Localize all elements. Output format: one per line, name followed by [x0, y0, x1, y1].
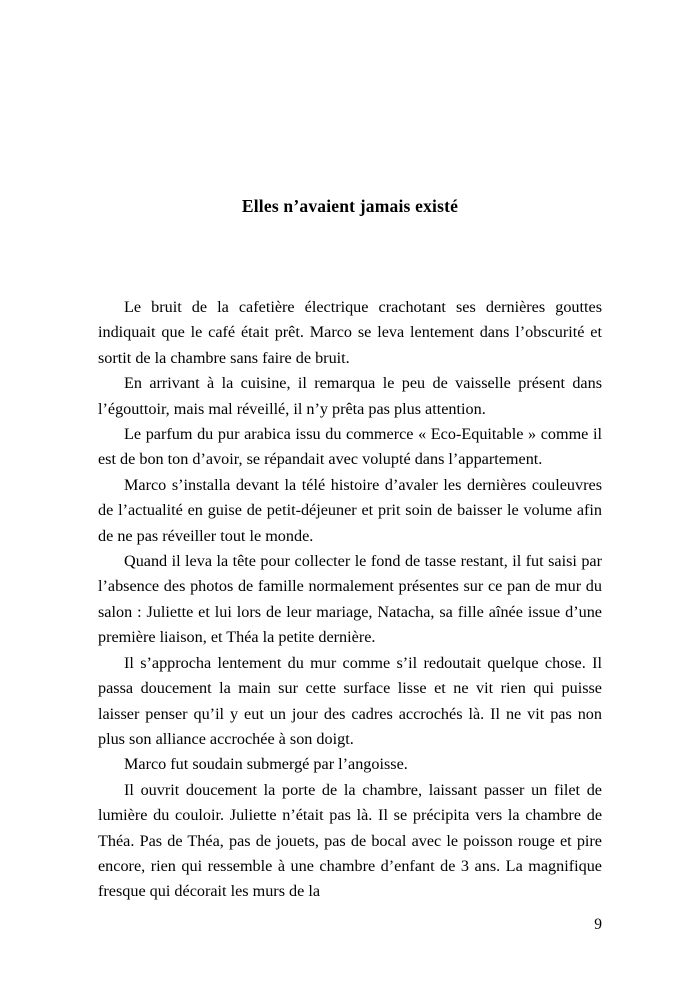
paragraph: Quand il leva la tête pour collecter le fond de tasse restant, il fut saisi par l’absence des photos de famille normalement présentes sur ce pan de mur du salon : Juliette et lui lors de leur mariage, Natacha, sa fille aînée issue d’une première liaison, et Théa la petite dernière.: [98, 552, 602, 647]
paragraph: Il ouvrit doucement la porte de la chambre, laissant passer un filet de lumière du couloir. Juliette n’était pas là. Il se précipita vers la chambre de Théa. Pas de Théa, pas de jouets, pas de bocal avec le poisson rouge et pire encore, rien qui ressemble à une chambre d’enfant de 3 ans. La magnifique fresque qui décorait les murs de la: [98, 780, 602, 901]
paragraph: Marco s’installa devant la télé histoire d’avaler les dernières couleuvres de l’actualité en guise de petit-déjeuner et prit soin de baisser le volume afin de ne pas réveiller tout le monde.: [98, 475, 602, 545]
paragraph: En arrivant à la cuisine, il remarqua le peu de vaisselle présent dans l’égouttoir, mais mal réveillé, il n’y prêta pas plus attention.: [98, 374, 602, 418]
body-text: [98, 295, 602, 905]
paragraph: Le bruit de la cafetière électrique crachotant ses dernières gouttes indiquait que le café était prêt. Marco se leva lentement dans l’obscurité et sortit de la chambre sans faire de bruit.: [98, 298, 602, 367]
paragraph: Il s’approcha lentement du mur comme s’il redoutait quelque chose. Il passa doucement la main sur cette surface lisse et ne vit rien qui puisse laisser penser qu’il y eut un jour des cadres accrochés là. Il ne vit pas non plus son alliance accrochée à son doigt.: [98, 653, 602, 748]
page-number: 9: [594, 916, 602, 933]
paragraph: Marco fut soudain submergé par l’angoisse.: [124, 755, 408, 774]
paragraph: Le parfum du pur arabica issu du commerce « Eco-Equitable » comme il est de bon ton d’avoir, se répandait avec volupté dans l’appartement.: [98, 425, 602, 469]
chapter-title: Elles n’avaient jamais existé: [241, 196, 459, 216]
